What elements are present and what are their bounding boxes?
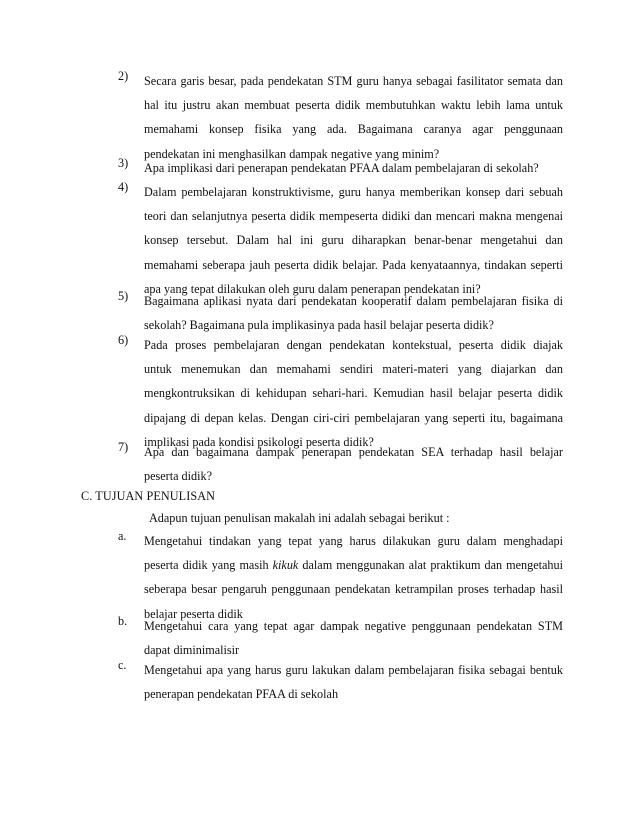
list-item-text [144,529,563,626]
text-line [144,553,563,577]
list-number: 4) [118,180,129,194]
text-line: pendekatan ini menghasilkan dampak negative yang minim? [144,146,440,161]
list-item-question-6 [118,333,563,454]
text-line: Mengetahui apa yang harus guru lakukan dalam pembelajaran fisika sebagai bentuk [144,663,563,677]
text-line: Mengetahui tindakan yang tepat yang harus dilakukan guru dalam menghadapi [144,534,563,548]
text-line: Mengetahui cara yang tepat agar dampak negative penggunaan pendekatan STM [144,619,563,633]
list-item-question-7 [118,440,563,488]
list-item-question-5 [118,289,563,337]
text-line: penerapan pendekatan PFAA di sekolah [144,687,339,702]
section-heading: C. TUJUAN PENULISAN [81,489,216,503]
list-item-text [144,333,563,454]
list-number: 3) [118,156,129,170]
list-item-text [144,440,563,488]
text-line: Apa dan bagaimana dampak penerapan pendekatan SEA terhadap hasil belajar [144,445,563,459]
list-item-goal-c [118,658,563,706]
list-item-goal-a [118,529,563,626]
list-item-text [144,69,563,166]
list-number: 7) [118,440,129,454]
italic-term: kikuk [272,558,299,573]
text-line: implikasi pada kondisi psikologi peserta didik? [144,434,374,449]
list-item-text [144,289,563,337]
list-number: 5) [118,289,129,303]
text-line: hal itu justru akan membuat peserta didik membutuhkan waktu lebih lama untuk [144,98,563,113]
text-line: Secara garis besar, pada pendekatan STM guru hanya sebagai fasilitator semata dan [144,74,563,88]
text-line: Dalam pembelajaran konstruktivisme, guru hanya memberikan konsep dari sebuah [144,185,563,199]
list-number: 2) [118,69,129,83]
list-letter: a. [118,529,127,543]
list-letter: c. [118,658,127,672]
list-item-question-3 [118,156,563,180]
text-line: seberapa besar pengaruh penggunaan pendekatan ketrampilan proses terhadap hasil [144,582,563,597]
text-line: Apa implikasi dari penerapan pendekatan PFAA dalam pembelajaran di sekolah? [144,161,539,175]
list-item-goal-b [118,614,563,662]
list-item-text [144,658,563,706]
text-run: dalam menggunakan alat praktikum dan mengetahui [298,558,563,573]
text-line: dipajang di depan kelas. Dengan ciri-ciri pembelajaran yang seperti itu, bagaimana [144,410,563,425]
list-number: 6) [118,333,129,347]
text-line: belajar peserta didik [144,606,243,621]
list-item-text [144,614,563,662]
list-item-text [144,156,563,180]
section-intro: Adapun tujuan penulisan makalah ini adalah sebagai berikut : [149,511,450,525]
text-line: memahami konsep fisika yang ada. Bagaimana caranya agar penggunaan [144,122,563,137]
text-line: apa yang tepat dilakukan oleh guru dalam penerapan pendekatan ini? [144,281,481,296]
text-line: dapat diminimalisir [144,643,240,658]
text-run: peserta didik yang masih [144,558,273,573]
text-line: mengkontruksikan di kehidupan sehari-hari. Kemudian hasil belajar peserta didik [144,386,563,401]
list-item-text [144,180,563,301]
text-line: teori dan selanjutnya peserta didik mempeserta didiki dan mencari makna mengenai [144,209,563,224]
list-letter: b. [118,614,128,628]
text-line: konsep tersebut. Dalam hal ini guru diharapkan benar-benar mengetahui dan [144,233,563,248]
text-line: peserta didik? [144,469,213,484]
text-line: memahami seberapa jauh peserta didik belajar. Pada kenyataannya, tindakan seperti [144,257,563,272]
text-line: Pada proses pembelajaran dengan pendekatan kontekstual, peserta didik diajak [144,338,563,352]
text-line: sekolah? Bagaimana pula implikasinya pada hasil belajar peserta didik? [144,318,494,333]
text-line: Bagaimana aplikasi nyata dari pendekatan kooperatif dalam pembelajaran fisika di [144,294,563,308]
text-line: untuk menemukan dan memahami sendiri materi-materi yang diajarkan dan [144,362,563,377]
list-item-question-4 [118,180,563,301]
list-item-question-2 [118,69,563,166]
